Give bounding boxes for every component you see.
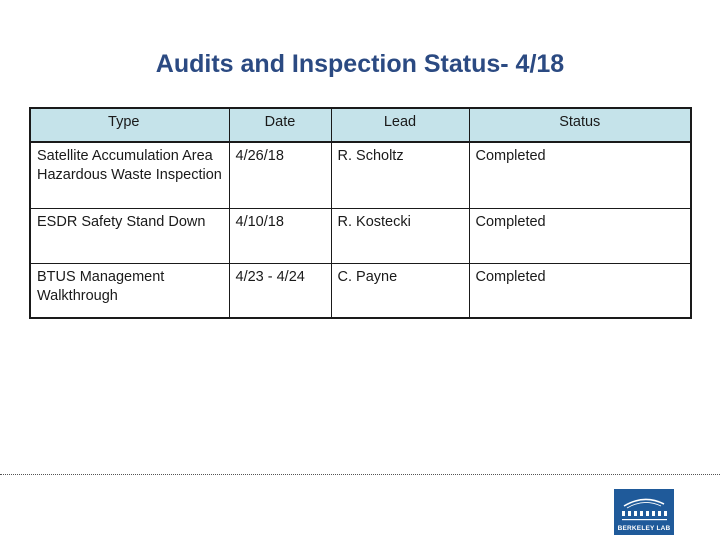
slide-title: Audits and Inspection Status- 4/18 [155, 50, 565, 78]
cell-type: Satellite Accumulation Area Hazardous Waste Inspection [30, 142, 229, 209]
berkeley-lab-logo [614, 489, 674, 535]
cell-type: ESDR Safety Stand Down [30, 209, 229, 264]
header-date: Date [229, 108, 331, 142]
table-header-row [30, 108, 691, 142]
status-table [29, 107, 692, 319]
cell-lead: C. Payne [331, 264, 469, 319]
table-row [30, 142, 691, 209]
footer-divider [0, 474, 720, 475]
cell-type: BTUS Management Walkthrough [30, 264, 229, 319]
cell-lead: R. Kostecki [331, 209, 469, 264]
logo-text: BERKELEY LAB [617, 525, 671, 532]
header-lead: Lead [331, 108, 469, 142]
cell-status: Completed [469, 264, 691, 319]
cell-lead: R. Scholtz [331, 142, 469, 209]
table-row [30, 264, 691, 319]
cell-status: Completed [469, 209, 691, 264]
cell-date: 4/23 - 4/24 [229, 264, 331, 319]
cell-date: 4/10/18 [229, 209, 331, 264]
header-status: Status [469, 108, 691, 142]
cell-status: Completed [469, 142, 691, 209]
cell-date: 4/26/18 [229, 142, 331, 209]
header-type: Type [30, 108, 229, 142]
table-row [30, 209, 691, 264]
